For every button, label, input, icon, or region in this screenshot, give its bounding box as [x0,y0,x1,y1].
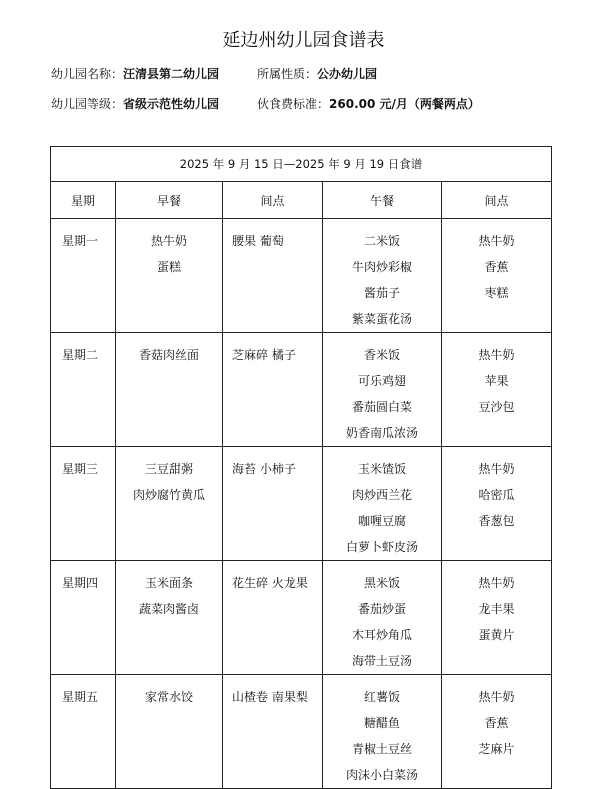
list-item: 玉米面条 [144,576,193,590]
list-item: 紫菜蛋花汤 [351,312,412,326]
list-item: 热牛奶 [150,234,187,248]
list-item: 香菇肉丝面 [138,348,199,362]
list-item: 木耳炒角瓜 [351,628,412,642]
snack-cell [442,561,551,648]
page-title: 延边州幼儿园食谱表 [222,30,385,51]
list-item: 香蕉 [484,260,509,274]
snack-cell [223,561,322,596]
list-item: 腰果 葡萄 [232,234,284,248]
header-lunch: 午餐 [323,182,442,219]
list-item: 奶香南瓜浓汤 [345,426,418,440]
list-item: 蛋糕 [156,260,181,274]
header-day: 星期 [51,182,116,219]
snack-cell [223,219,322,254]
list-item: 海带土豆汤 [351,654,412,668]
list-item: 白萝卜虾皮汤 [345,540,418,554]
kindergarten-level-value: 省级示范性幼儿园 [123,97,220,111]
list-item: 蛋黄片 [478,628,515,642]
list-item: 豆沙包 [478,400,515,414]
snack-cell [223,447,322,482]
list-item: 肉炒西兰花 [351,488,412,502]
menu-caption: 2025 年 9 月 15 日—2025 年 9 月 19 日食谱 [51,147,552,182]
menu-caption-row [51,147,552,182]
list-item: 龙丰果 [478,602,515,616]
snack-cell [223,333,322,368]
kindergarten-type-value: 公办幼儿园 [317,67,378,81]
menu-header-row [51,182,552,219]
list-item: 三豆甜粥 [144,462,193,476]
list-item: 热牛奶 [478,348,515,362]
list-item: 山楂卷 南果梨 [232,690,308,704]
list-item: 家常水饺 [144,690,193,704]
breakfast-cell [116,561,222,622]
snack-cell [223,675,322,710]
list-item: 香蕉 [484,716,509,730]
list-item: 肉沫小白菜汤 [345,768,418,782]
kindergarten-name-label: 幼儿园名称： [51,67,124,81]
day-cell: 星期三 [62,462,99,476]
list-item: 红薯饭 [363,690,400,704]
meal-fee-label: 伙食费标准： [257,97,330,111]
header-snack-morning: 间点 [223,182,323,219]
day-cell: 星期五 [62,690,99,704]
table-row [51,675,552,789]
kindergarten-type [257,65,377,82]
meal-fee [257,95,480,112]
lunch-cell [323,675,441,788]
lunch-cell [323,447,441,560]
snack-cell [442,447,551,534]
menu-table [50,146,552,789]
list-item: 黑米饭 [363,576,400,590]
day-cell: 星期一 [62,234,99,248]
header-breakfast: 早餐 [116,182,223,219]
table-row [51,333,552,447]
kindergarten-name-value: 汪清县第二幼儿园 [123,67,220,81]
list-item: 哈密瓜 [478,488,515,502]
list-item: 酱茄子 [363,286,400,300]
list-item: 芝麻片 [478,742,515,756]
kindergarten-level [51,95,219,112]
snack-cell [442,675,551,762]
list-item: 糖醋鱼 [363,716,400,730]
day-cell: 星期四 [62,576,99,590]
kindergarten-level-label: 幼儿园等级： [51,97,124,111]
list-item: 肉炒腐竹黄瓜 [132,488,205,502]
list-item: 香葱包 [478,514,515,528]
list-item: 热牛奶 [478,576,515,590]
list-item: 可乐鸡翅 [357,374,406,388]
list-item: 苹果 [484,374,509,388]
day-cell: 星期二 [62,348,99,362]
kindergarten-name [51,65,219,82]
snack-cell [442,219,551,306]
breakfast-cell [116,219,222,280]
table-row [51,219,552,333]
list-item: 玉米馇饭 [357,462,406,476]
list-item: 二米饭 [363,234,400,248]
meal-fee-value: 260.00 元/月（两餐两点） [329,97,480,111]
lunch-cell [323,333,441,446]
table-row [51,447,552,561]
list-item: 牛肉炒彩椒 [351,260,412,274]
list-item: 香米饭 [363,348,400,362]
list-item: 番茄炒蛋 [357,602,406,616]
header-snack-afternoon: 间点 [442,182,552,219]
list-item: 花生碎 火龙果 [232,576,308,590]
list-item: 枣糕 [484,286,509,300]
list-item: 芝麻碎 橘子 [232,348,296,362]
list-item: 热牛奶 [478,690,515,704]
list-item: 海苔 小柿子 [232,462,296,476]
snack-cell [442,333,551,420]
list-item: 青椒土豆丝 [351,742,412,756]
table-row [51,561,552,675]
breakfast-cell [116,447,222,508]
list-item: 番茄圆白菜 [351,400,412,414]
lunch-cell [323,219,441,332]
breakfast-cell [116,675,222,710]
lunch-cell [323,561,441,674]
list-item: 热牛奶 [478,462,515,476]
list-item: 咖喱豆腐 [357,514,406,528]
kindergarten-type-label: 所属性质： [257,67,318,81]
list-item: 热牛奶 [478,234,515,248]
breakfast-cell [116,333,222,368]
list-item: 蔬菜肉酱卤 [138,602,199,616]
